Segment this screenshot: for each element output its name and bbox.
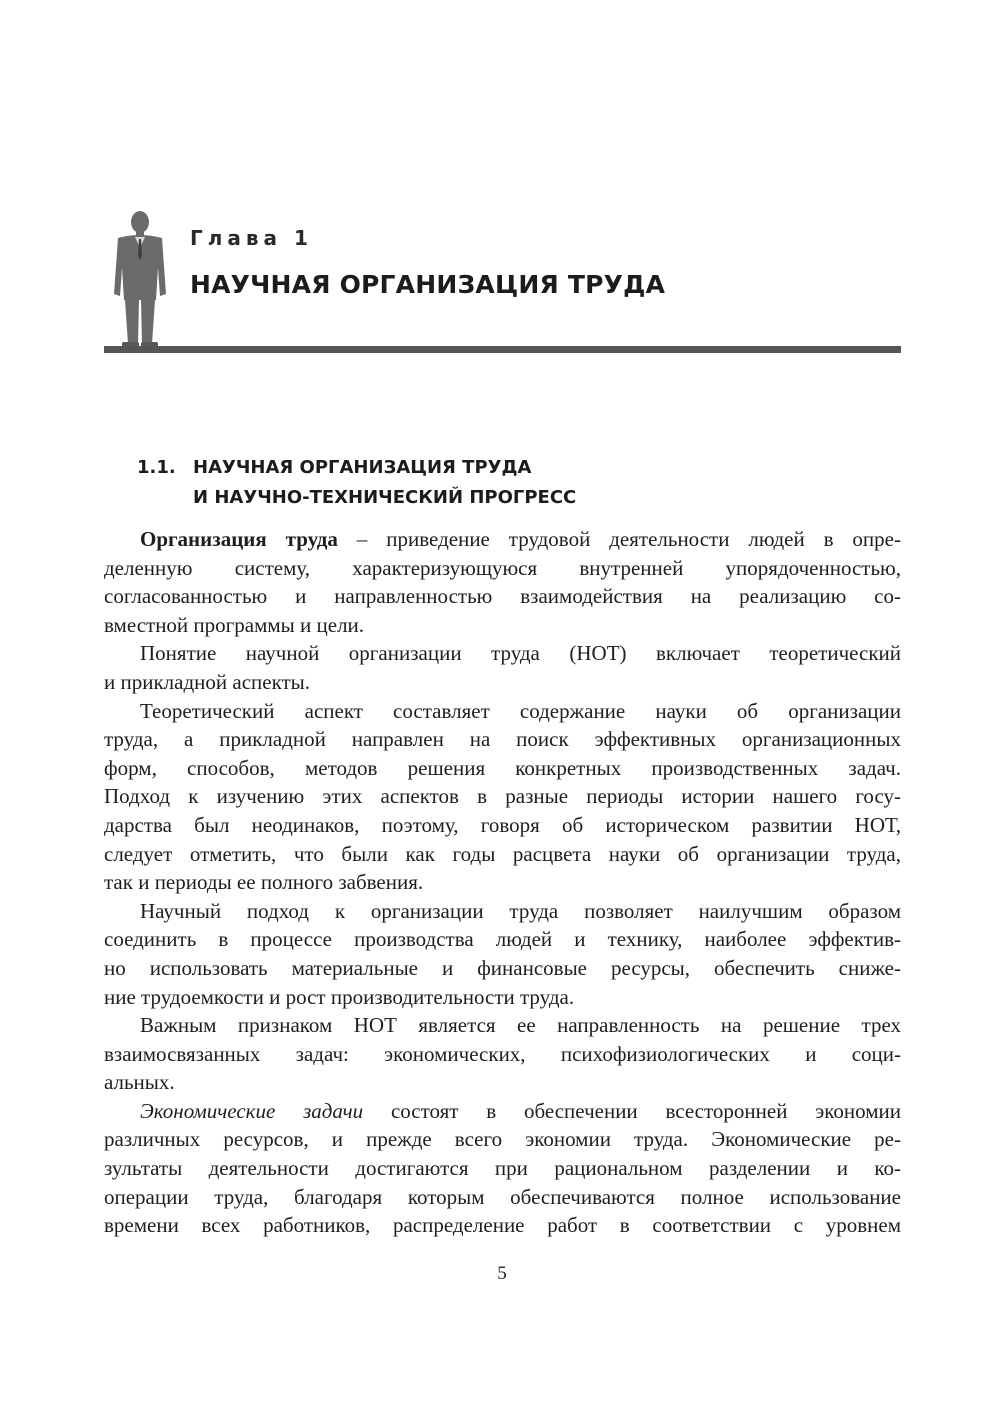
line-text: – приведение трудовой деятельности людей в опре- (337, 527, 901, 551)
line-text: но использовать материальные и финансовые ресурсы, обеспечить сниже- (104, 955, 901, 980)
line-text: Понятие научной организации труда (НОТ) включает теоретический (140, 641, 901, 666)
line-text: вместной программы и цели. (104, 612, 365, 637)
paragraph-line (104, 639, 901, 668)
line-text: соединить в процессе производства людей и технику, наиболее эффектив- (104, 927, 901, 952)
paragraph-line (104, 582, 901, 611)
line-text: операции труда, благодаря которым обеспечиваются полное использование (104, 1184, 901, 1209)
paragraph-line (104, 697, 901, 726)
line-text: деленную систему, характеризующуюся внутренней упорядоченностью, (104, 555, 901, 580)
paragraph-line (104, 554, 901, 583)
businessman-silhouette-icon (104, 208, 176, 350)
line-text: Научный подход к организации труда позволяет наилучшим образом (140, 898, 901, 923)
paragraph-line (104, 983, 901, 1012)
paragraph-line (104, 840, 901, 869)
paragraph-line (104, 782, 901, 811)
paragraph-line (104, 1211, 901, 1240)
paragraph-line (104, 1068, 901, 1097)
paragraph-line (104, 525, 901, 554)
page-number: 5 (497, 1263, 507, 1284)
line-text: ние трудоемкости и рост производительности труда. (104, 984, 575, 1009)
paragraph (104, 897, 901, 1011)
paragraph (104, 697, 901, 897)
defined-term: Организация труда (140, 527, 338, 551)
line-text: Важным признаком НОТ является ее направленность на решение трех (140, 1013, 901, 1038)
paragraph-line (104, 1011, 901, 1040)
line-text: состоят в обеспечении всесторонней экономии (363, 1098, 901, 1123)
paragraph-line (104, 925, 901, 954)
section-title-line-1: НАУЧНАЯ ОРГАНИЗАЦИЯ ТРУДА (193, 457, 532, 478)
line-text: различных ресурсов, и прежде всего экономии труда. Экономические ре- (104, 1127, 901, 1152)
chapter-header-rule (104, 346, 901, 353)
paragraph (104, 525, 901, 639)
paragraph-line (104, 1154, 901, 1183)
paragraph (104, 639, 901, 696)
paragraph-line (104, 1097, 901, 1126)
paragraph-line (104, 954, 901, 983)
paragraph-line (104, 868, 901, 897)
paragraph-line (104, 754, 901, 783)
section-heading (137, 453, 576, 513)
line-text: труда, а прикладной направлен на поиск эффективных организационных (104, 727, 901, 752)
section-number: 1.1. (137, 457, 176, 478)
paragraph-line (104, 897, 901, 926)
line-text: взаимосвязанных задач: экономических, психофизиологических и соци- (104, 1041, 901, 1066)
line-text: следует отметить, что были как годы расцвета науки об организации труда, (104, 841, 901, 866)
line-text: так и периоды ее полного забвения. (104, 870, 424, 895)
chapter-label: Глава 1 (190, 226, 313, 250)
line-text: зультаты деятельности достигаются при рациональном разделении и ко- (104, 1156, 901, 1181)
paragraph-line (104, 1125, 901, 1154)
line-text: Подход к изучению этих аспектов в разные периоды истории нашего госу- (104, 784, 901, 809)
line-text: дарства был неодинаков, поэтому, говоря об историческом развитии НОТ, (104, 812, 901, 837)
paragraph (104, 1011, 901, 1097)
line-text: форм, способов, методов решения конкретных производственных задач. (104, 755, 901, 780)
line-text: согласованностью и направленностью взаимодействия на реализацию со- (104, 584, 901, 609)
paragraph (104, 1097, 901, 1240)
paragraph-line (104, 725, 901, 754)
paragraph-line (104, 811, 901, 840)
line-text: времени всех работников, распределение работ в соответствии с уровнем (104, 1213, 901, 1238)
body-text (104, 525, 901, 1240)
paragraph-line (104, 668, 901, 697)
chapter-title: НАУЧНАЯ ОРГАНИЗАЦИЯ ТРУДА (190, 270, 666, 299)
section-title-line-2: И НАУЧНО-ТЕХНИЧЕСКИЙ ПРОГРЕСС (193, 487, 577, 508)
paragraph-line (104, 1183, 901, 1212)
paragraph-line (104, 1040, 901, 1069)
paragraph-line (104, 611, 901, 640)
emphasized-term: Экономические задачи (140, 1098, 364, 1123)
line-text: и прикладной аспекты. (104, 669, 311, 694)
line-text: альных. (104, 1070, 175, 1095)
line-text: Теоретический аспект составляет содержание науки об организации (140, 698, 901, 723)
